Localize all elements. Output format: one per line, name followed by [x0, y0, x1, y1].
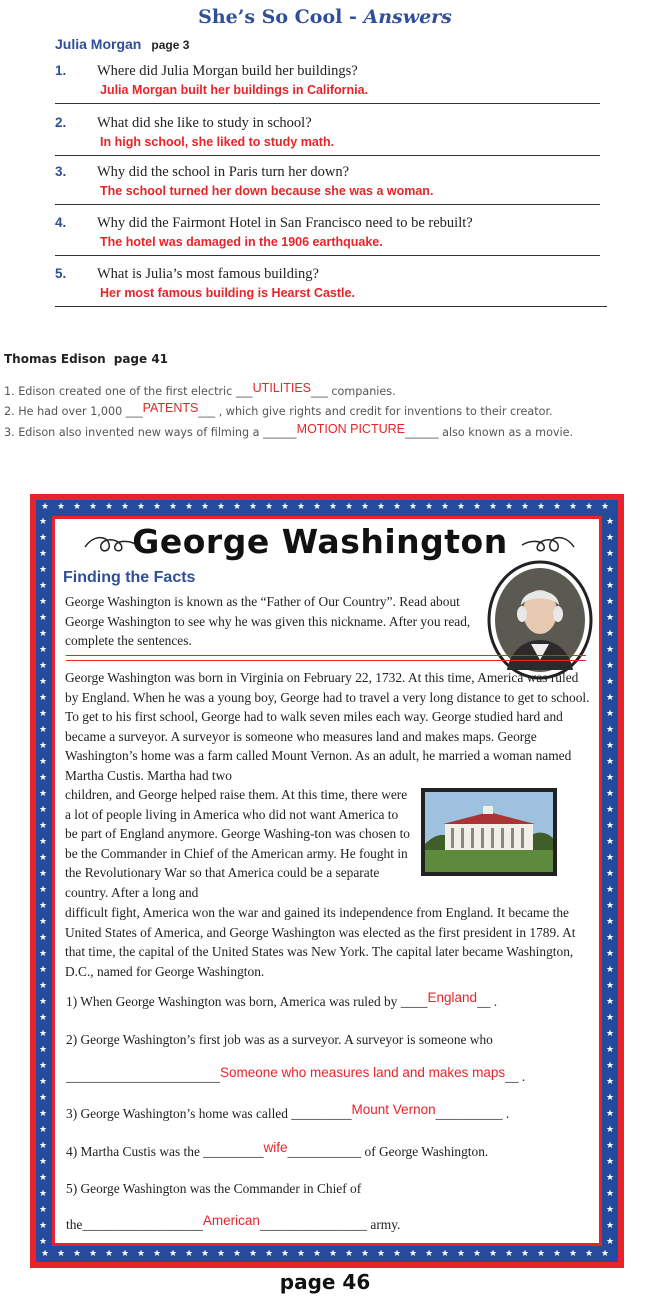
border-star-icon: ★	[606, 1125, 615, 1135]
edison-line	[4, 422, 574, 439]
title-answers: Answers	[363, 6, 452, 28]
q-answer: England	[427, 990, 478, 1005]
border-star-icon: ★	[489, 1249, 498, 1259]
border-star-icon: ★	[606, 789, 615, 799]
border-star-icon: ★	[39, 1189, 48, 1199]
border-star-icon: ★	[201, 1249, 210, 1259]
border-star-icon: ★	[457, 502, 466, 512]
border-star-icon: ★	[73, 502, 82, 512]
border-star-icon: ★	[345, 1249, 354, 1259]
line-suffix: ___ , which give rights and credit for inventions to their creator.	[198, 405, 553, 418]
q-suffix: ________________ army.	[259, 1217, 401, 1232]
question-number: 5.	[55, 266, 67, 281]
border-star-icon: ★	[89, 1249, 98, 1259]
border-star-icon: ★	[345, 502, 354, 512]
border-star-icon: ★	[297, 1249, 306, 1259]
border-star-icon: ★	[569, 502, 578, 512]
question-number: 2.	[55, 115, 67, 130]
mount-vernon-photo	[421, 788, 557, 876]
story-paragraph-3: difficult fight, America won the war and gained its independence from England. It became the United States of America, and George Washington was elected as the first president in 1789. At that time, the capital of the United States was New York. The capital later became Washington, D.C., named for George Washington.	[65, 905, 576, 979]
border-star-icon: ★	[606, 965, 615, 975]
border-star-icon: ★	[185, 1249, 194, 1259]
border-star-icon: ★	[606, 661, 615, 671]
story-paragraph-2: children, and George helped raise them. At this time, there were a lot of people living in America who did not want America to be part of England anymore. George Washing-ton was chosen to be the Commander in Chief of the American army. He fought in the Revolutionary War so that America could be a separate country. After a long and	[65, 787, 411, 900]
border-star-icon: ★	[39, 693, 48, 703]
question-text: Why did the school in Paris turn her down?	[97, 164, 350, 180]
border-star-icon: ★	[39, 773, 48, 783]
answer-text: In high school, she liked to study math.	[100, 135, 335, 149]
border-star-icon: ★	[39, 549, 48, 559]
border-star-icon: ★	[39, 1045, 48, 1055]
border-star-icon: ★	[606, 1029, 615, 1039]
story-paragraph-1: George Washington was born in Virginia on February 22, 1732. At this time, America was ruled by England. When he was a young boy, George had to travel a very long distance to get to school. To get to his first school, George had to walk seven miles each way. George studied hard and became a surveyor. A surveyor is someone who measures land and makes maps. George Washington’s home was a farm called Mount Vernon. As an adult, he married a woman named Martha Custis. Martha had two	[65, 670, 590, 783]
gw-question-3	[66, 1102, 510, 1122]
border-star-icon: ★	[606, 1013, 615, 1023]
border-star-icon: ★	[39, 1125, 48, 1135]
border-star-icon: ★	[265, 1249, 274, 1259]
line-prefix: 2. He had over 1,000 ___	[4, 405, 143, 418]
q-prefix: 3) George Washington’s home was called _________	[66, 1106, 352, 1121]
border-star-icon: ★	[606, 981, 615, 991]
border-star-icon: ★	[169, 1249, 178, 1259]
border-star-icon: ★	[425, 502, 434, 512]
q-answer: wife	[263, 1140, 288, 1155]
border-star-icon: ★	[601, 1249, 610, 1259]
border-star-icon: ★	[153, 1249, 162, 1259]
border-star-icon: ★	[553, 1249, 562, 1259]
border-star-icon: ★	[105, 502, 114, 512]
border-star-icon: ★	[39, 1173, 48, 1183]
border-star-icon: ★	[329, 502, 338, 512]
border-star-icon: ★	[39, 949, 48, 959]
finding-facts-heading: Finding the Facts	[63, 569, 196, 586]
border-star-icon: ★	[249, 1249, 258, 1259]
border-star-icon: ★	[606, 565, 615, 575]
border-star-icon: ★	[201, 502, 210, 512]
gw-question-5: 5) George Washington was the Commander in Chief of	[66, 1181, 362, 1196]
border-star-icon: ★	[606, 757, 615, 767]
border-star-icon: ★	[606, 533, 615, 543]
border-star-icon: ★	[473, 1249, 482, 1259]
q-suffix: __ .	[477, 994, 498, 1009]
border-star-icon: ★	[41, 502, 50, 512]
border-star-icon: ★	[606, 1045, 615, 1055]
border-star-icon: ★	[39, 597, 48, 607]
border-star-icon: ★	[606, 517, 615, 527]
border-star-icon: ★	[39, 917, 48, 927]
page-title	[0, 6, 650, 28]
border-star-icon: ★	[606, 901, 615, 911]
border-star-icon: ★	[537, 502, 546, 512]
border-star-icon: ★	[606, 725, 615, 735]
question-number: 3.	[55, 164, 67, 179]
border-star-icon: ★	[489, 502, 498, 512]
border-star-icon: ★	[606, 581, 615, 591]
answer-rule	[55, 306, 607, 307]
border-star-icon: ★	[361, 1249, 370, 1259]
border-star-icon: ★	[606, 1173, 615, 1183]
answer-rule	[55, 155, 600, 156]
border-star-icon: ★	[39, 1013, 48, 1023]
border-star-icon: ★	[441, 502, 450, 512]
q-prefix: 4) Martha Custis was the _________	[66, 1144, 264, 1159]
border-star-icon: ★	[377, 1249, 386, 1259]
title-main: She’s So Cool -	[198, 6, 364, 28]
border-star-icon: ★	[606, 549, 615, 559]
border-star-icon: ★	[297, 502, 306, 512]
edison-page: page 41	[113, 352, 169, 366]
fill-answer: MOTION PICTURE	[296, 422, 405, 436]
border-star-icon: ★	[313, 1249, 322, 1259]
edison-line	[4, 401, 553, 418]
border-star-icon: ★	[585, 1249, 594, 1259]
border-star-icon: ★	[606, 837, 615, 847]
border-star-icon: ★	[105, 1249, 114, 1259]
border-star-icon: ★	[89, 502, 98, 512]
border-star-icon: ★	[39, 709, 48, 719]
border-star-icon: ★	[39, 885, 48, 895]
border-star-icon: ★	[39, 933, 48, 943]
answer-text: Julia Morgan built her buildings in California.	[100, 83, 369, 97]
border-star-icon: ★	[606, 677, 615, 687]
border-star-icon: ★	[39, 613, 48, 623]
border-star-icon: ★	[39, 1157, 48, 1167]
border-star-icon: ★	[606, 1189, 615, 1199]
border-star-icon: ★	[409, 1249, 418, 1259]
flourish-right-icon	[520, 533, 576, 555]
border-star-icon: ★	[39, 1109, 48, 1119]
question-text: Why did the Fairmont Hotel in San Francisco need to be rebuilt?	[97, 215, 473, 231]
gw-question-2-line	[66, 1065, 526, 1085]
border-star-icon: ★	[505, 1249, 514, 1259]
border-star-icon: ★	[601, 502, 610, 512]
border-star-icon: ★	[39, 981, 48, 991]
gw-question-4	[66, 1140, 489, 1160]
question-number: 4.	[55, 215, 67, 230]
border-star-icon: ★	[606, 597, 615, 607]
border-star-icon: ★	[606, 613, 615, 623]
border-star-icon: ★	[39, 533, 48, 543]
border-star-icon: ★	[137, 1249, 146, 1259]
q-answer: Mount Vernon	[351, 1102, 436, 1117]
border-star-icon: ★	[39, 821, 48, 831]
border-star-icon: ★	[39, 581, 48, 591]
border-star-icon: ★	[39, 853, 48, 863]
border-star-icon: ★	[39, 901, 48, 911]
answer-rule	[55, 103, 600, 104]
fill-answer: PATENTS	[142, 401, 199, 415]
q-prefix: 1) When George Washington was born, America was ruled by ____	[66, 994, 428, 1009]
q-prefix: _______________________	[66, 1069, 220, 1084]
border-star-icon: ★	[39, 645, 48, 655]
line-suffix: ______ also known as a movie.	[405, 426, 574, 439]
border-star-icon: ★	[39, 837, 48, 847]
border-star-icon: ★	[39, 741, 48, 751]
question-number: 1.	[55, 63, 67, 78]
border-star-icon: ★	[606, 917, 615, 927]
border-star-icon: ★	[217, 1249, 226, 1259]
answer-text: The hotel was damaged in the 1906 earthquake.	[100, 235, 383, 249]
border-star-icon: ★	[521, 1249, 530, 1259]
border-star-icon: ★	[473, 502, 482, 512]
line-prefix: 3. Edison also invented new ways of filming a ______	[4, 426, 297, 439]
border-star-icon: ★	[57, 1249, 66, 1259]
washington-portrait	[487, 560, 593, 680]
border-star-icon: ★	[329, 1249, 338, 1259]
q-suffix: __________ .	[435, 1106, 510, 1121]
border-star-icon: ★	[606, 1109, 615, 1119]
border-star-icon: ★	[265, 502, 274, 512]
border-star-icon: ★	[217, 502, 226, 512]
question-text: What did she like to study in school?	[97, 115, 312, 131]
border-star-icon: ★	[39, 661, 48, 671]
border-star-icon: ★	[39, 1093, 48, 1103]
border-star-icon: ★	[39, 1237, 48, 1247]
gw-title: George Washington	[132, 522, 508, 561]
page-number: page 46	[279, 1270, 371, 1294]
answer-text: The school turned her down because she was a woman.	[100, 184, 434, 198]
border-star-icon: ★	[606, 1093, 615, 1103]
intro-paragraph: George Washington is known as the “Father of Our Country”. Read about George Washington to see why he was given this nickname. After you read, complete the sentences.	[65, 594, 471, 648]
border-star-icon: ★	[569, 1249, 578, 1259]
edison-heading	[4, 352, 168, 366]
border-star-icon: ★	[441, 1249, 450, 1259]
question-text: What is Julia’s most famous building?	[97, 266, 319, 282]
border-star-icon: ★	[457, 1249, 466, 1259]
border-star-icon: ★	[606, 821, 615, 831]
border-star-icon: ★	[39, 805, 48, 815]
answer-text: Her most famous building is Hearst Castle.	[100, 286, 355, 300]
line-suffix: ___ companies.	[311, 385, 396, 398]
border-star-icon: ★	[121, 1249, 130, 1259]
border-star-icon: ★	[39, 789, 48, 799]
border-star-icon: ★	[41, 1249, 50, 1259]
answer-rule	[55, 255, 600, 256]
border-star-icon: ★	[606, 1221, 615, 1231]
julia-heading	[55, 36, 189, 52]
border-star-icon: ★	[521, 502, 530, 512]
fill-answer: UTILITIES	[252, 381, 311, 395]
divider-rule	[66, 660, 586, 661]
border-star-icon: ★	[39, 869, 48, 879]
q-suffix: ___________ of George Washington.	[287, 1144, 489, 1159]
border-star-icon: ★	[39, 1141, 48, 1151]
divider-rule	[66, 655, 586, 656]
border-star-icon: ★	[313, 502, 322, 512]
border-star-icon: ★	[233, 1249, 242, 1259]
border-star-icon: ★	[281, 1249, 290, 1259]
answer-rule	[55, 204, 600, 205]
border-star-icon: ★	[606, 997, 615, 1007]
q-suffix: __ .	[505, 1069, 526, 1084]
border-star-icon: ★	[606, 1157, 615, 1167]
julia-heading-text: Julia Morgan	[55, 36, 142, 52]
border-star-icon: ★	[39, 629, 48, 639]
border-star-icon: ★	[137, 502, 146, 512]
border-star-icon: ★	[39, 1221, 48, 1231]
border-star-icon: ★	[153, 502, 162, 512]
edison-heading-text: Thomas Edison	[4, 352, 106, 366]
border-star-icon: ★	[606, 885, 615, 895]
border-star-icon: ★	[425, 1249, 434, 1259]
border-star-icon: ★	[121, 502, 130, 512]
border-star-icon: ★	[606, 741, 615, 751]
gw-question-5-line	[66, 1213, 401, 1233]
gw-question-2: 2) George Washington’s first job was as a surveyor. A surveyor is someone who	[66, 1032, 493, 1047]
border-star-icon: ★	[169, 502, 178, 512]
border-star-icon: ★	[606, 693, 615, 703]
border-star-icon: ★	[606, 629, 615, 639]
q-answer: American	[202, 1213, 260, 1228]
border-star-icon: ★	[553, 502, 562, 512]
border-star-icon: ★	[281, 502, 290, 512]
edison-line	[4, 381, 396, 398]
border-star-icon: ★	[39, 725, 48, 735]
border-star-icon: ★	[39, 757, 48, 767]
border-star-icon: ★	[606, 805, 615, 815]
border-star-icon: ★	[39, 677, 48, 687]
border-star-icon: ★	[393, 502, 402, 512]
julia-page: page 3	[151, 38, 190, 52]
border-star-icon: ★	[409, 502, 418, 512]
border-star-icon: ★	[537, 1249, 546, 1259]
border-star-icon: ★	[39, 565, 48, 575]
border-star-icon: ★	[39, 1077, 48, 1087]
border-star-icon: ★	[606, 1077, 615, 1087]
border-star-icon: ★	[606, 933, 615, 943]
q-prefix: the__________________	[66, 1217, 203, 1232]
border-star-icon: ★	[361, 502, 370, 512]
border-star-icon: ★	[39, 1029, 48, 1039]
border-star-icon: ★	[606, 1205, 615, 1215]
gw-question-1	[66, 990, 498, 1010]
border-star-icon: ★	[606, 1141, 615, 1151]
border-star-icon: ★	[185, 502, 194, 512]
border-star-icon: ★	[505, 502, 514, 512]
border-star-icon: ★	[57, 502, 66, 512]
border-star-icon: ★	[249, 502, 258, 512]
border-star-icon: ★	[606, 949, 615, 959]
border-star-icon: ★	[606, 773, 615, 783]
border-star-icon: ★	[233, 502, 242, 512]
border-star-icon: ★	[39, 517, 48, 527]
border-star-icon: ★	[73, 1249, 82, 1259]
border-star-icon: ★	[606, 709, 615, 719]
border-star-icon: ★	[606, 645, 615, 655]
border-star-icon: ★	[377, 502, 386, 512]
border-star-icon: ★	[606, 869, 615, 879]
border-star-icon: ★	[606, 1237, 615, 1247]
q-answer: Someone who measures land and makes maps	[220, 1065, 506, 1080]
line-prefix: 1. Edison created one of the first electric ___	[4, 385, 253, 398]
border-star-icon: ★	[39, 1061, 48, 1071]
question-text: Where did Julia Morgan build her buildings?	[97, 63, 358, 79]
border-star-icon: ★	[393, 1249, 402, 1259]
border-star-icon: ★	[39, 1205, 48, 1215]
border-star-icon: ★	[585, 502, 594, 512]
border-star-icon: ★	[606, 1061, 615, 1071]
border-star-icon: ★	[39, 965, 48, 975]
border-star-icon: ★	[39, 997, 48, 1007]
border-star-icon: ★	[606, 853, 615, 863]
